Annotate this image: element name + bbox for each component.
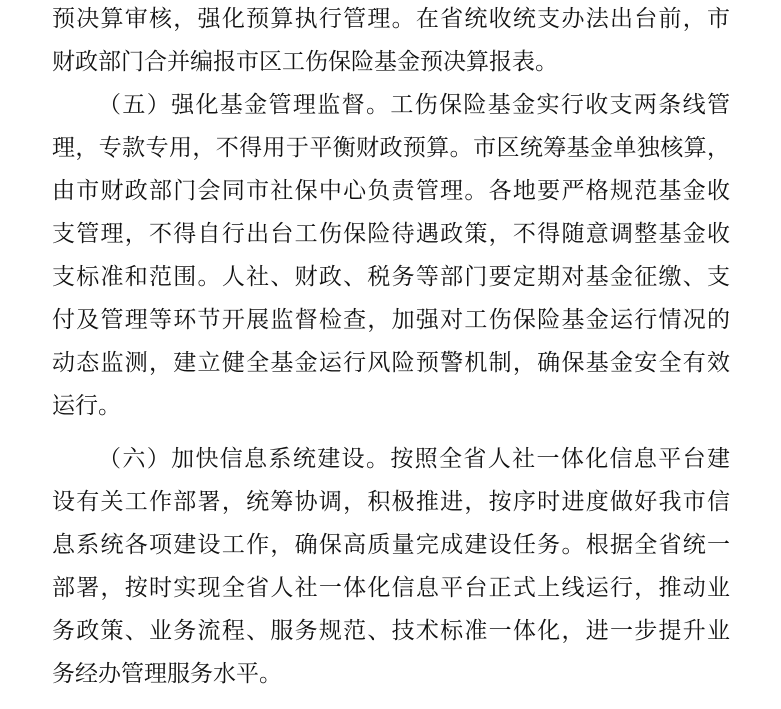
document-page xyxy=(52,0,742,709)
text-line-8: 付及管理等环节开展监督检查，加强对工伤保险基金运行情况的 xyxy=(52,307,730,333)
section-six-heading-line: （六）加快信息系统建设。按照全省人社一体化信息平台建 xyxy=(98,446,730,472)
text-line-7: 支标准和范围。人社、财政、税务等部门要定期对基金征缴、支 xyxy=(52,264,730,290)
text-line-13: 息系统各项建设工作，确保高质量完成建设任务。根据全省统一 xyxy=(52,532,730,558)
text-line-12: 设有关工作部署，统筹协调，积极推进，按序时进度做好我市信 xyxy=(52,489,730,515)
text-line-9: 动态监测，建立健全基金运行风险预警机制，确保基金安全有效 xyxy=(52,350,730,376)
text-line-4: 理，专款专用，不得用于平衡财政预算。市区统筹基金单独核算， xyxy=(52,135,730,161)
text-line-16: 务经办管理服务水平。 xyxy=(52,661,282,687)
text-line-1: 预决算审核，强化预算执行管理。在省统收统支办法出台前，市 xyxy=(52,6,730,32)
section-five-heading-line: （五）强化基金管理监督。工伤保险基金实行收支两条线管 xyxy=(98,92,730,118)
text-line-6: 支管理，不得自行出台工伤保险待遇政策，不得随意调整基金收 xyxy=(52,221,730,247)
text-line-5: 由市财政部门会同市社保中心负责管理。各地要严格规范基金收 xyxy=(52,178,730,204)
text-line-15: 务政策、业务流程、服务规范、技术标准一体化，进一步提升业 xyxy=(52,618,730,644)
text-line-10: 运行。 xyxy=(52,393,121,419)
text-line-14: 部署，按时实现全省人社一体化信息平台正式上线运行，推动业 xyxy=(52,575,730,601)
text-line-2: 财政部门合并编报市区工伤保险基金预决算报表。 xyxy=(52,49,558,75)
